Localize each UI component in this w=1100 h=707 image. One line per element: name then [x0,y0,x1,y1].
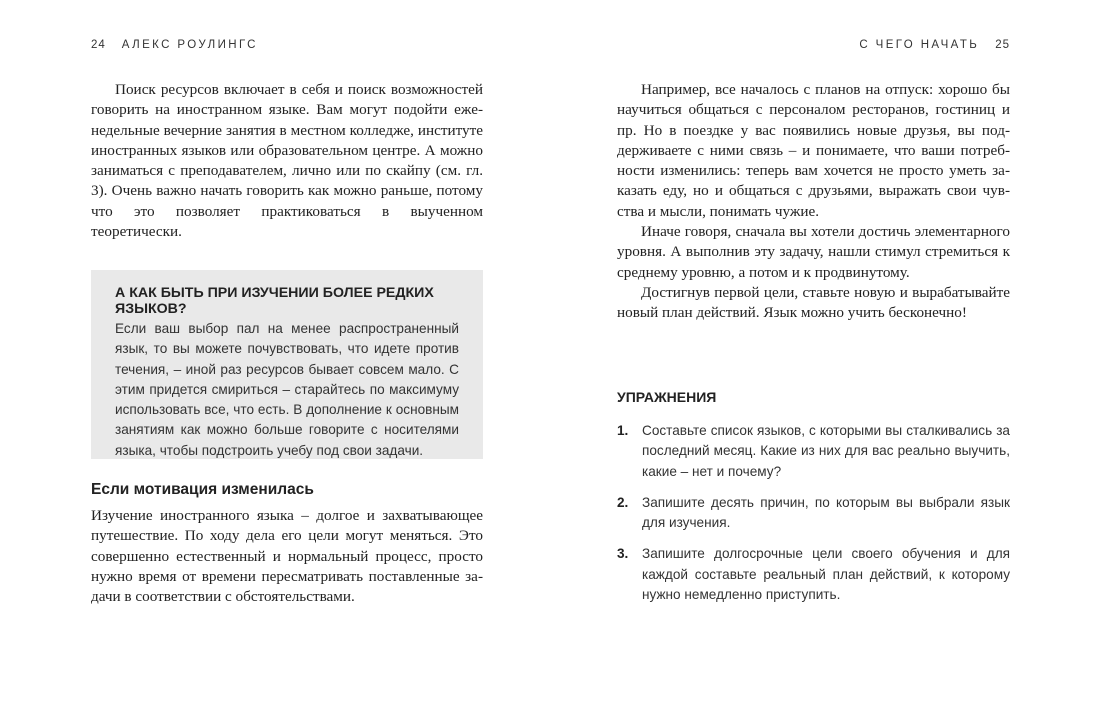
left-running-title: АЛЕКС РОУЛИНГС [121,39,258,51]
exercise-text: Запишите долгосрочные цели своего обучения и для каждой составьте реальный план действий, к которому нужно немедленно приступить. [642,546,1010,603]
right-body-text [617,80,1010,324]
sidebar-title: А КАК БЫТЬ ПРИ ИЗУЧЕНИИ БОЛЕЕ РЕДКИХ ЯЗЫКОВ? [115,285,434,317]
exercise-item [617,544,1010,605]
exercise-text: Составьте список языков, с которыми вы сталкивались за последний месяц. Какие из них для вас реально выучить, какие – нет и почему? [642,423,1010,479]
right-running-head [859,39,1010,51]
exercise-item [617,421,1010,482]
exercise-text: Запишите десять причин, по которым вы выбрали язык для изучения. [642,494,1010,531]
exercise-number: 1. [617,423,629,438]
left-page-number: 24 [91,39,106,51]
right-paragraph-2: Иначе говоря, сначала вы хотели достичь элементарного уровня. А выполнив эту задачу, нашли стимул стремиться к среднему уровню, а потом и к продвинутому. [617,223,1010,281]
exercise-item [617,493,1010,534]
right-paragraph-1: Например, все началось с планов на отпуск: хорошо бы научиться общаться с персоналом ресторанов, гостиниц и пр. Но в поездке у вас появились новые друзья, вы поддерживаете с ними связь – и понимаете, что ваши потребности изменились: теперь вам хочется не просто уметь заказать еду, но и общаться с друзьями, выражать свои чувства и мысли, понимать чужие. [617,81,1010,220]
right-page [550,0,1100,707]
right-running-title: С ЧЕГО НАЧАТЬ [859,39,980,51]
exercises-heading: УПРАЖНЕНИЯ [617,389,717,405]
left-paragraph-2: Изучение иностранного языка – долгое и захватывающее путешествие. По ходу дела его цели могут меняться. Это совершенно естественный и нормальный процесс, просто нужно время от времени пересматривать поставленные задачи в соответствии с обстоятельствами. [91,507,483,606]
exercises-list [617,421,1010,605]
left-paragraph-1: Поиск ресурсов включает в себя и поиск возможностей говорить на иностранном языке. Вам могут подойти еженедельные вечерние занятия в местном колледже, институте иностранных языков или образовательном центре. А можно заниматься с преподавателем, лично или по скайпу (см. гл. 3). Очень важно начать говорить как можно раньше, потому что это позволяет практиковаться в выученном теоретически. [91,81,483,241]
right-paragraph-3: Достигнув первой цели, ставьте новую и вырабатывайте новый план действий. Язык можно учить бесконечно! [617,283,1010,322]
sidebar-text: Если ваш выбор пал на менее распространенный язык, то вы можете почувствовать, что идете против течения, – иной раз ресурсов бывает совсем мало. С этим придется смириться – старайтесь по максимуму использовать все, что есть. В дополнение к основным занятиям как можно больше говорите с носителями языка, чтобы подстроить учебу под свои задачи. [115,321,459,458]
section-heading-motivation: Если мотивация изменилась [91,481,314,498]
exercise-number: 2. [617,494,629,510]
left-running-head [91,39,258,51]
rare-languages-sidebar [91,270,483,459]
right-page-number: 25 [995,39,1010,51]
left-motivation-text [91,506,483,607]
left-intro-text [91,80,483,242]
exercise-number: 3. [617,546,629,562]
